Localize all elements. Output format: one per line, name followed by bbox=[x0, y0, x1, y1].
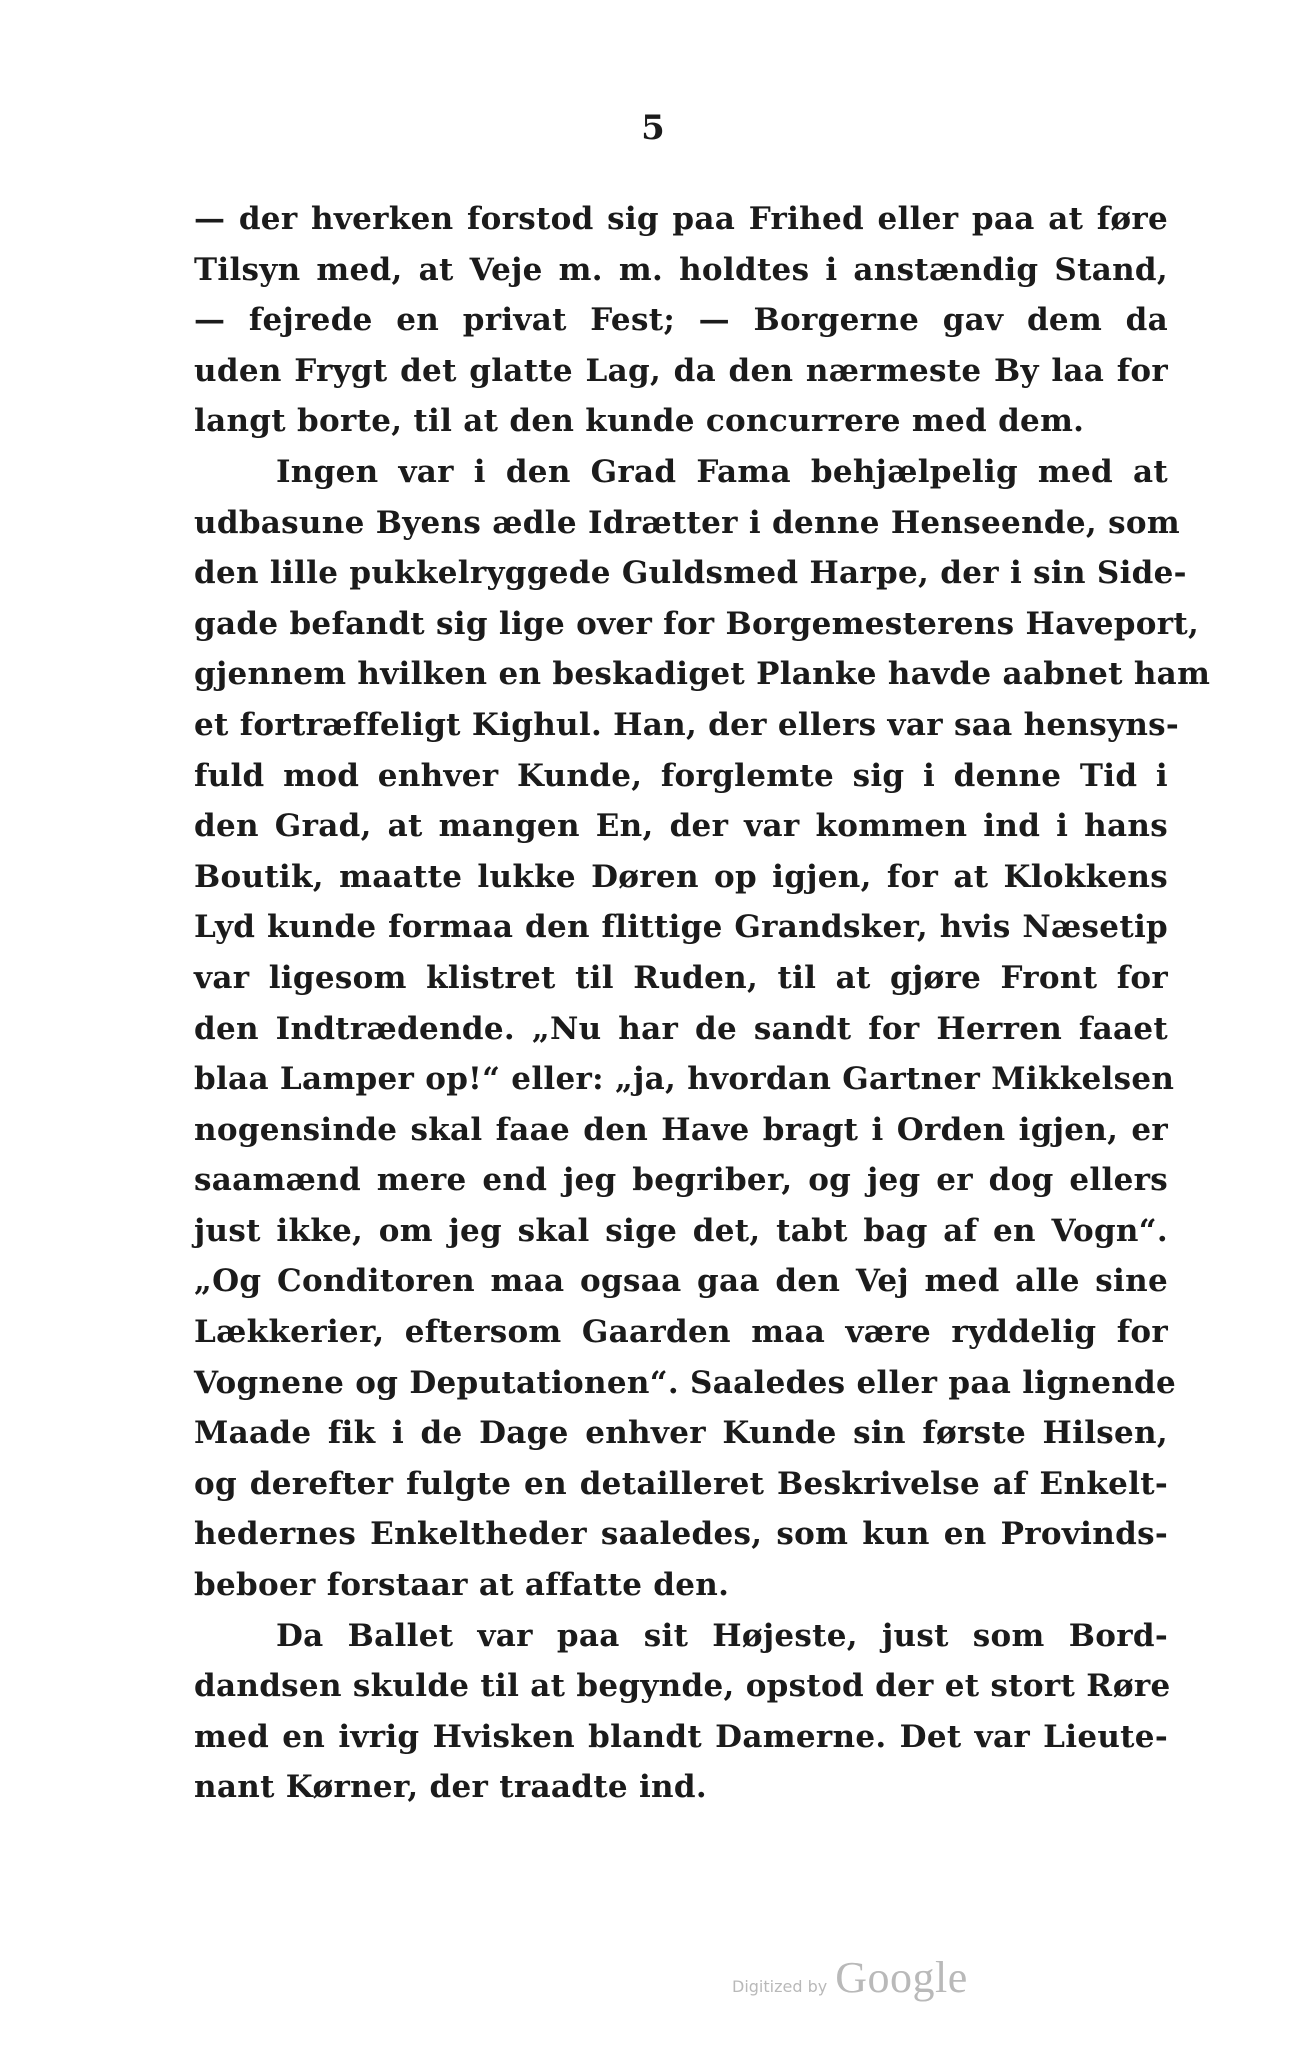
text-line: hedernes Enkeltheder saaledes, som kun en Provinds- bbox=[194, 1516, 1168, 1553]
google-logo: Google bbox=[835, 1953, 968, 2002]
text-line: Lyd kunde formaa den flittige Grandsker, hvis Næsetip bbox=[194, 909, 1168, 946]
text-line: med en ivrig Hvisken blandt Damerne. Det var Lieute- bbox=[194, 1718, 1168, 1755]
text-line: nogensinde skal faae den Have bragt i Orden igjen, er bbox=[194, 1111, 1168, 1148]
text-line: langt borte, til at den kunde concurrere med dem. bbox=[194, 403, 1085, 440]
text-line: just ikke, om jeg skal sige det, tabt bag af en Vogn“. bbox=[194, 1212, 1168, 1249]
text-line: et fortræffeligt Kighul. Han, der ellers var saa hensyns- bbox=[194, 706, 1180, 743]
text-line: og derefter fulgte en detailleret Beskrivelse af Enkelt- bbox=[194, 1465, 1168, 1502]
text-line: uden Frygt det glatte Lag, da den nærmeste By laa for bbox=[194, 352, 1168, 389]
digitized-by-google-watermark bbox=[732, 1952, 968, 2003]
text-line: dandsen skulde til at begynde, opstod der et stort Røre bbox=[194, 1668, 1171, 1705]
text-line: Maade fik i de Dage enhver Kunde sin første Hilsen, bbox=[194, 1415, 1168, 1452]
text-line: Boutik, maatte lukke Døren op igjen, for at Klokkens bbox=[194, 858, 1168, 895]
text-line: — der hverken forstod sig paa Frihed eller paa at føre bbox=[194, 201, 1168, 237]
text-line: „Og Conditoren maa ogsaa gaa den Vej med alle sine bbox=[194, 1263, 1168, 1300]
text-line: Lækkerier, eftersom Gaarden maa være ryddelig for bbox=[194, 1314, 1168, 1351]
text-line: — fejrede en privat Fest; — Borgerne gav dem da bbox=[194, 302, 1168, 339]
paragraph-start-line: Da Ballet var paa sit Højeste, just som Bord- bbox=[276, 1617, 1168, 1654]
text-line: Tilsyn med, at Veje m. m. holdtes i anstændig Stand, bbox=[194, 251, 1168, 288]
text-line: var ligesom klistret til Ruden, til at gjøre Front for bbox=[194, 959, 1168, 996]
watermark-prefix: Digitized by bbox=[732, 1977, 828, 1996]
text-line: nant Kørner, der traadte ind. bbox=[194, 1769, 707, 1806]
text-line: fuld mod enhver Kunde, forglemte sig i denne Tid i bbox=[194, 757, 1168, 794]
text-line: blaa Lamper op!“ eller: „ja, hvordan Gartner Mikkelsen bbox=[194, 1061, 1175, 1098]
text-line: Vognene og Deputationen“. Saaledes eller paa lignende bbox=[194, 1364, 1177, 1401]
text-line: den Grad, at mangen En, der var kommen ind i hans bbox=[194, 808, 1168, 845]
text-line: udbasune Byens ædle Idrætter i denne Henseende, som bbox=[194, 504, 1180, 541]
body-text bbox=[194, 194, 1211, 1813]
text-line: saamænd mere end jeg begriber, og jeg er dog ellers bbox=[194, 1162, 1168, 1199]
text-line: beboer forstaar at affatte den. bbox=[194, 1567, 730, 1604]
text-line: den Indtrædende. „Nu har de sandt for Herren faaet bbox=[194, 1010, 1168, 1047]
text-line: den lille pukkelryggede Guldsmed Harpe, der i sin Side- bbox=[194, 555, 1187, 592]
page-number: 5 bbox=[641, 108, 665, 148]
paragraph-start-line: Ingen var i den Grad Fama behjælpelig med at bbox=[276, 453, 1168, 490]
text-line: gjennem hvilken en beskadiget Planke havde aabnet ham bbox=[194, 656, 1211, 693]
text-line: gade befandt sig lige over for Borgemesterens Haveport, bbox=[194, 605, 1200, 642]
